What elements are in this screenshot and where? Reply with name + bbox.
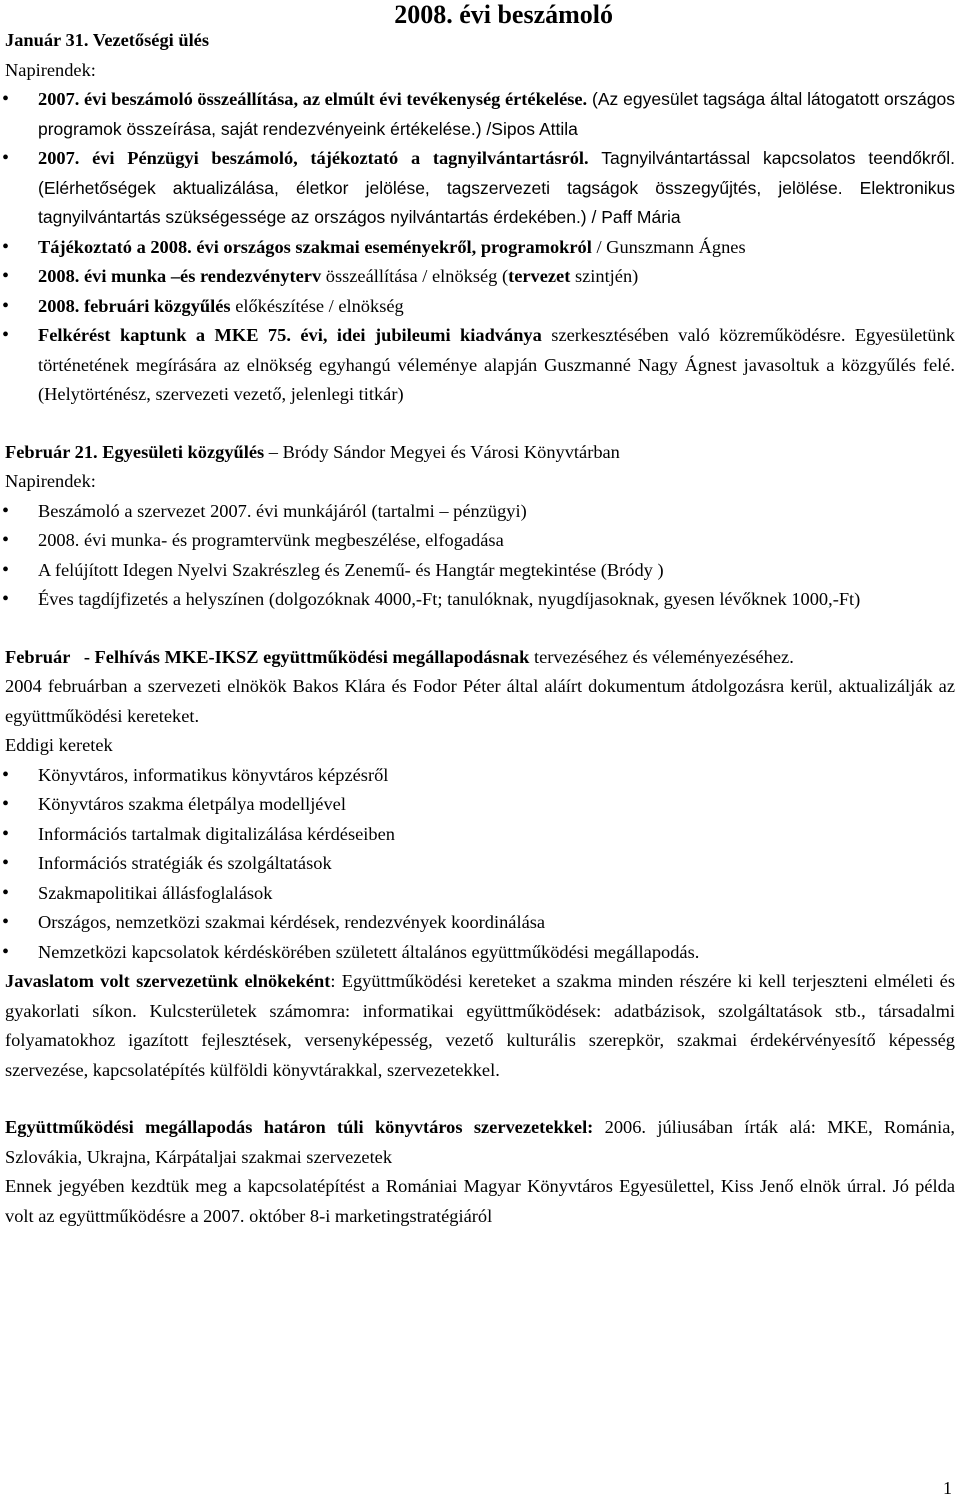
spacer — [5, 1085, 955, 1113]
javaslat-paragraph — [5, 967, 955, 1085]
item-text: szerkesztésében való közreműködésre. Egyesületünk történetének megírására az elnökség egyhangú véleménye alapján Guszmanné Nagy Ágnest javasoltuk a közgyűlés felé. (Helytörténész, szervezeti vezető, jelenlegi titkár) — [38, 325, 955, 404]
heading-event: Egyesületi közgyűlés — [102, 441, 265, 462]
list-item: • Információs tartalmak digitalizálása kérdéseiben — [5, 820, 955, 850]
list-item: • Könyvtáros szakma életpálya modelljével — [5, 790, 955, 820]
february-21-agenda-list — [5, 497, 955, 615]
item-bold-text: 2007. évi Pénzügyi beszámoló, tájékoztató a tagnyilvántartásról. — [38, 148, 589, 168]
list-item: • Szakmapolitikai állásfoglalások — [5, 879, 955, 909]
spacer — [5, 410, 955, 438]
item-bold-text: 2008. évi munka –és rendezvényterv — [38, 266, 322, 286]
list-item — [5, 262, 955, 292]
heading-location: – Bródy Sándor Megyei és Városi Könyvtárban — [264, 441, 620, 462]
agenda-label: Napirendek: — [5, 471, 96, 491]
spacer — [5, 615, 955, 643]
list-item: • A felújított Idegen Nyelvi Szakrészleg és Zenemű- és Hangtár megtekintése (Bródy ) — [5, 556, 955, 586]
list-item — [5, 321, 955, 410]
february-text: tervezéséhez és véleményezéséhez. — [529, 646, 794, 667]
agenda-label: Napirendek: — [5, 59, 96, 80]
february-bold-text: Február - Felhívás MKE-IKSZ együttműködési megállapodásnak — [5, 646, 530, 667]
list-item — [5, 233, 955, 263]
hataron-paragraph — [5, 1113, 955, 1172]
item-bold-text: 2007. évi beszámoló összeállítása, az elmúlt évi tevékenység értékelése. — [38, 89, 588, 109]
item-text: / Gunszmann Ágnes — [591, 236, 746, 257]
item-text: (Az egyesület tagsága által látogatott országos programok összeírása, saját rendezvényeink értékelése.) /Sipos Attila — [38, 89, 955, 139]
list-item — [5, 144, 955, 233]
eddigi-label: Eddigi keretek — [5, 735, 113, 755]
february-21-heading — [5, 438, 955, 468]
item-bold-text: Felkérést kaptunk a MKE 75. évi, idei jubileumi kiadványa — [38, 325, 542, 345]
eddigi-keretek-list — [5, 761, 955, 968]
javaslat-bold-text: Javaslatom volt szervezetünk elnökeként — [5, 971, 331, 991]
list-item: • Éves tagdíjfizetés a helyszínen (dolgozóknak 4000,-Ft; tanulóknak, nyugdíjasoknak, gyesen lévőknek 1000,-Ft) — [5, 585, 955, 615]
item-text: szintjén) — [570, 266, 639, 286]
item-text: Tagnyilvántartással kapcsolatos teendőkről. (Elérhetőségek aktualizálása, életkor jelölése, tagszervezeti tagságok összegyűjtés, jelölése. Elektronikus tagnyilvántartás szükségessége az országos nyilvántartás érdekében.) / Paff Mária — [38, 148, 955, 227]
item-bold-text: tervezet — [508, 266, 571, 286]
item-text: összeállítása / elnökség ( — [321, 266, 509, 286]
paragraph-2004: 2004 februárban a szervezeti elnökök Bakos Klára és Fodor Péter által aláírt dokumentum átdolgozásra kerül, aktualizálják az együttműködési kereteket. — [5, 676, 955, 726]
list-item: • Beszámoló a szervezet 2007. évi munkájáról (tartalmi – pénzügyi) — [5, 497, 955, 527]
hataron-text: 2006. júliusában írták alá: MKE, Románia, Szlovákia, Ukrajna, Kárpátaljai szakmai szervezetek — [5, 1117, 955, 1167]
javaslat-text: : Együttműködési kereteket a szakma minden részére ki kell terjeszteni elméleti és gyakorlati síkon. Kulcsterületek számomra: informatikai együttműködések: adatbázisok, szolgáltatások stb., társadalmi folyamatokhoz igazított fejlesztések, versenyképesség, vezető kulturális szerepkör, szakmai érdekérvényesítő képesség szervezése, kapcsolatépítés külföldi könyvtárakkal, szervezetekkel. — [5, 971, 955, 1080]
january-heading: Január 31. Vezetőségi ülés — [5, 30, 210, 50]
list-item: • Országos, nemzetközi szakmai kérdések, rendezvények koordinálása — [5, 908, 955, 938]
page-title: 2008. évi beszámoló — [394, 0, 613, 29]
list-item: • 2008. évi munka- és programtervünk megbeszélése, elfogadása — [5, 526, 955, 556]
item-bold-text: 2008. februári közgyűlés — [38, 295, 231, 316]
ennek-paragraph: Ennek jegyében kezdtük meg a kapcsolatépítést a Romániai Magyar Könyvtáros Egyesülettel, Kiss Jenő elnök úrral. Jó példa volt az együttműködésre a 2007. október 8-i marketingstratégiáról — [5, 1176, 955, 1226]
list-item: • Információs stratégiák és szolgáltatások — [5, 849, 955, 879]
item-bold-text: Tájékoztató a 2008. évi országos szakmai eseményekről, programokról — [38, 236, 592, 257]
hataron-bold-text: Együttműködési megállapodás határon túli könyvtáros szervezetekkel: — [5, 1117, 594, 1137]
list-item — [5, 292, 955, 322]
item-text: előkészítése / elnökség — [230, 295, 404, 316]
february-paragraph — [5, 643, 955, 673]
january-agenda-list — [5, 85, 955, 410]
page-number: 1 — [943, 1478, 952, 1498]
list-item: • Nemzetközi kapcsolatok kérdéskörében született általános együttműködési megállapodás. — [5, 938, 955, 968]
heading-date: Február 21. — [5, 441, 98, 462]
list-item — [5, 85, 955, 144]
document-page — [5, 0, 955, 1231]
list-item: • Könyvtáros, informatikus könyvtáros képzésről — [5, 761, 955, 791]
